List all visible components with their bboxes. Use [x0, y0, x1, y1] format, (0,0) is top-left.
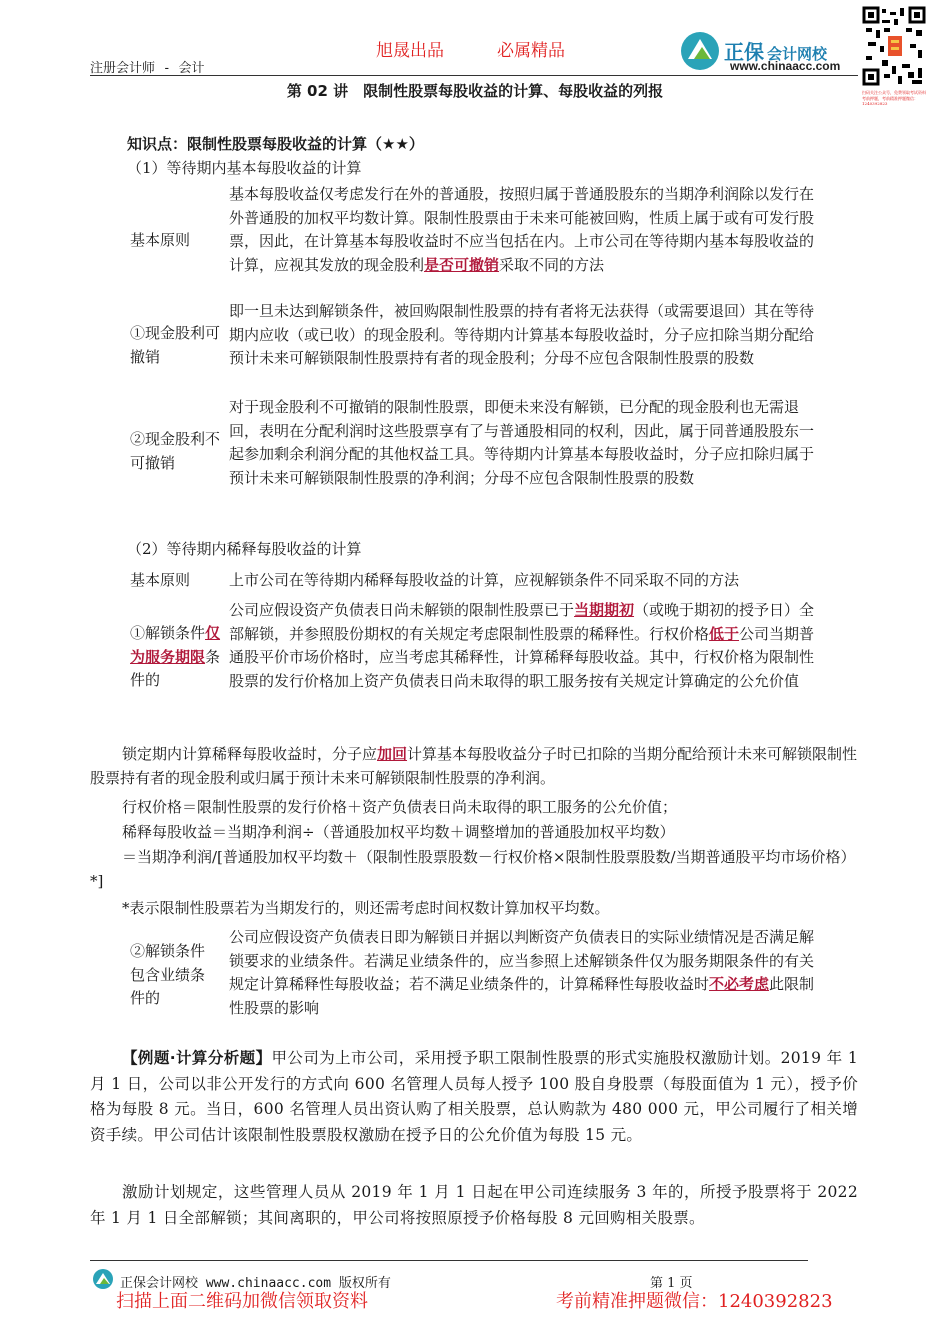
footer-logo — [92, 1268, 114, 1290]
section2-heading: （2）等待期内稀释每股收益的计算 — [127, 540, 362, 558]
s1-row1-text — [229, 183, 819, 277]
slogan-right: 必属精品 — [497, 41, 565, 61]
formula-exercise-price: 行权价格＝限制性股票的发行价格＋资产负债表日尚未取得的职工服务的公允价值； — [122, 798, 678, 816]
brand-sub: 会计网校 — [767, 46, 828, 63]
s1-row3-text: 对于现金股利不可撤销的限制性股票，即便未来没有解锁，已分配的现金股利也无需退回，表明在分配利润时这些股票享有了与普通股相同的权利，因此，属于同普通股股东一起参加剩余利润分配的其他权益工具。等待期内计算基本每股收益时，分子应扣除归属于预计未来可解锁限制性股票的净利润；分母不应包含限制性股票的股数 — [229, 398, 815, 487]
s2-row1-text-2: （或晚于期初的授予日）全部解锁，并参照股份期权的有关规定考虑限制性股票的稀释性。行权价格 — [229, 601, 815, 643]
s1-row1-highlight: 是否可撤销 — [424, 255, 500, 274]
s2-row1-text — [229, 599, 819, 693]
slogan-left: 旭晟出品 — [376, 41, 444, 61]
brand-logo — [680, 31, 720, 71]
qr-note-1: 扫码关注公众号，免费领取考试资料 — [862, 90, 926, 95]
section1-heading: （1）等待期内基本每股收益的计算 — [127, 159, 362, 177]
header-left-label: 注册会计师 - 会计 — [90, 61, 205, 76]
lecture-title: 第 02 讲 限制性股票每股收益的计算、每股收益的列报 — [286, 82, 664, 100]
s2-row2-text-before: 公司应假设资产负债表日即为解锁日并据以判断资产负债表日的实际业绩情况是否满足解锁要求的业绩条件。若满足业绩条件的，应当参照上述解锁条件仅为服务期限条件的有关规定计算稀释性每股收益；若不满足业绩条件的，计算稀释性每股收益时 — [229, 928, 815, 993]
formula-diluted-eps: 稀释每股收益＝当期净利润÷（普通股加权平均数＋调整增加的普通股加权平均数） — [122, 823, 675, 841]
s2-row2-text — [229, 926, 819, 1020]
footer-copyright: 正保会计网校 www.chinaacc.com 版权所有 — [120, 1276, 391, 1291]
s2-para1-highlight: 加回 — [377, 745, 408, 763]
s2-row1-hl-2: 低于 — [709, 624, 740, 643]
qr-code-icon — [862, 6, 926, 88]
formula-note: *表示限制性股票若为当期发行的，则还需考虑时间权数计算加权平均数。 — [122, 899, 610, 917]
qr-code[interactable] — [862, 6, 926, 88]
s2-row1-text-1: 公司应假设资产负债表日尚未解锁的限制性股票已于 — [229, 601, 575, 619]
footer-logo-icon — [92, 1268, 114, 1290]
footer-promo-right: 考前精准押题微信：1240392823 — [556, 1291, 833, 1312]
s2-row2-label: ②解锁条件包含业绩条件的 — [130, 942, 206, 1007]
s2-basic-label: 基本原则 — [130, 571, 191, 589]
s1-row1-label: 基本原则 — [130, 231, 191, 249]
formula-diluted-eps-expanded: ＝当期净利润/[普通股加权平均数＋（限制性股票股数－行权价格×限制性股票股数/当期普通股平均市场价格）*] — [90, 848, 856, 890]
example-para-2: 激励计划规定，这些管理人员从 2019 年 1 月 1 日起在甲公司连续服务 3 年的，所授予股票将于 2022 年 1 月 1 日全部解锁；其间离职的，甲公司将按照原授予价格每股 8 元回购相关股票。 — [90, 1183, 858, 1227]
footer-promo-left: 扫描上面二维码加微信领取资料 — [116, 1291, 368, 1312]
knowledge-point-heading: 知识点：限制性股票每股收益的计算（★★） — [127, 135, 424, 153]
logo-mark-icon — [680, 31, 720, 71]
s2-row1-label — [130, 622, 222, 693]
s1-row2-text: 即一旦未达到解锁条件，被回购限制性股票的持有者将无法获得（或需要退回）其在等待期内应收（或已收）的现金股利。等待期内计算基本每股收益时，分子应扣除当期分配给预计未来可解锁限制性股票持有者的现金股利；分母不应包含限制性股票的股数 — [229, 302, 815, 367]
s2-row2-text-after: 此限制性股票的影响 — [229, 975, 815, 1017]
qr-note-2: 考前押题，考前精准押题微信：1240392823 — [862, 96, 918, 106]
brand-cn: 正保 — [724, 42, 764, 64]
s2-basic-text: 上市公司在等待期内稀释每股收益的计算，应视解锁条件不同采取不同的方法 — [229, 571, 740, 589]
s2-row1-label-after: 条件的 — [130, 647, 221, 689]
s1-row1-text-after: 采取不同的方法 — [499, 255, 605, 274]
example-para-1 — [90, 1046, 858, 1148]
s2-row1-label-highlight: 仅为服务期限 — [130, 624, 221, 666]
s2-para1-after: 计算基本每股收益分子时已扣除的当期分配给预计未来可解锁限制性股票持有者的现金股利或归属于预计未来可解锁限制性股票的净利润。 — [90, 745, 858, 787]
s1-row1-text-before: 基本每股收益仅考虑发行在外的普通股，按照归属于普通股股东的当期净利润除以发行在外普通股的加权平均数计算。限制性股票由于未来可能被回购，性质上属于或有可发行股票，因此，在计算基本每股收益时不应当包括在内。上市公司在等待期内基本每股收益的计算，应视其发放的现金股利 — [229, 185, 815, 274]
s1-row2-label: ①现金股利可撤销 — [130, 324, 221, 366]
s2-row1-label-before: ①解锁条件 — [130, 624, 206, 642]
s2-para1-before: 锁定期内计算稀释每股收益时，分子应 — [122, 745, 378, 763]
header-divider — [90, 75, 858, 76]
footer-page-number: 第 1 页 — [650, 1276, 693, 1291]
example-tag: 【例题·计算分析题】 — [122, 1049, 272, 1067]
s1-row3-label: ②现金股利不可撤销 — [130, 430, 221, 472]
s2-row2-highlight: 不必考虑 — [709, 975, 770, 993]
s2-para1 — [90, 743, 862, 790]
s2-row1-text-3: 公司当期普通股平价市场价格时，应当考虑其稀释性，计算稀释每股收益。其中，行权价格为限制性股票的发行价格加上资产负债表日尚未取得的职工服务按有关规定计算确定的公允价值 — [229, 624, 815, 690]
footer-divider — [90, 1260, 808, 1261]
brand-url: www.chinaacc.com — [730, 59, 841, 73]
s2-row1-hl-1: 当期期初 — [574, 601, 635, 619]
example-p1: 甲公司为上市公司，采用授予职工限制性股票的形式实施股权激励计划。2019 年 1 月 1 日，公司以非公开发行的方式向 600 名管理人员每人授予 100 股自身股票（每股面值为 1 元），授予价格为每股 8 元。当日，600 名管理人员出资认购了相关股票，总认购款为 480 000 元，甲公司履行了相关增资手续。甲公司估计该限制性股票股权激励在授予日的公允价值为每股 15 元。 — [90, 1049, 859, 1144]
